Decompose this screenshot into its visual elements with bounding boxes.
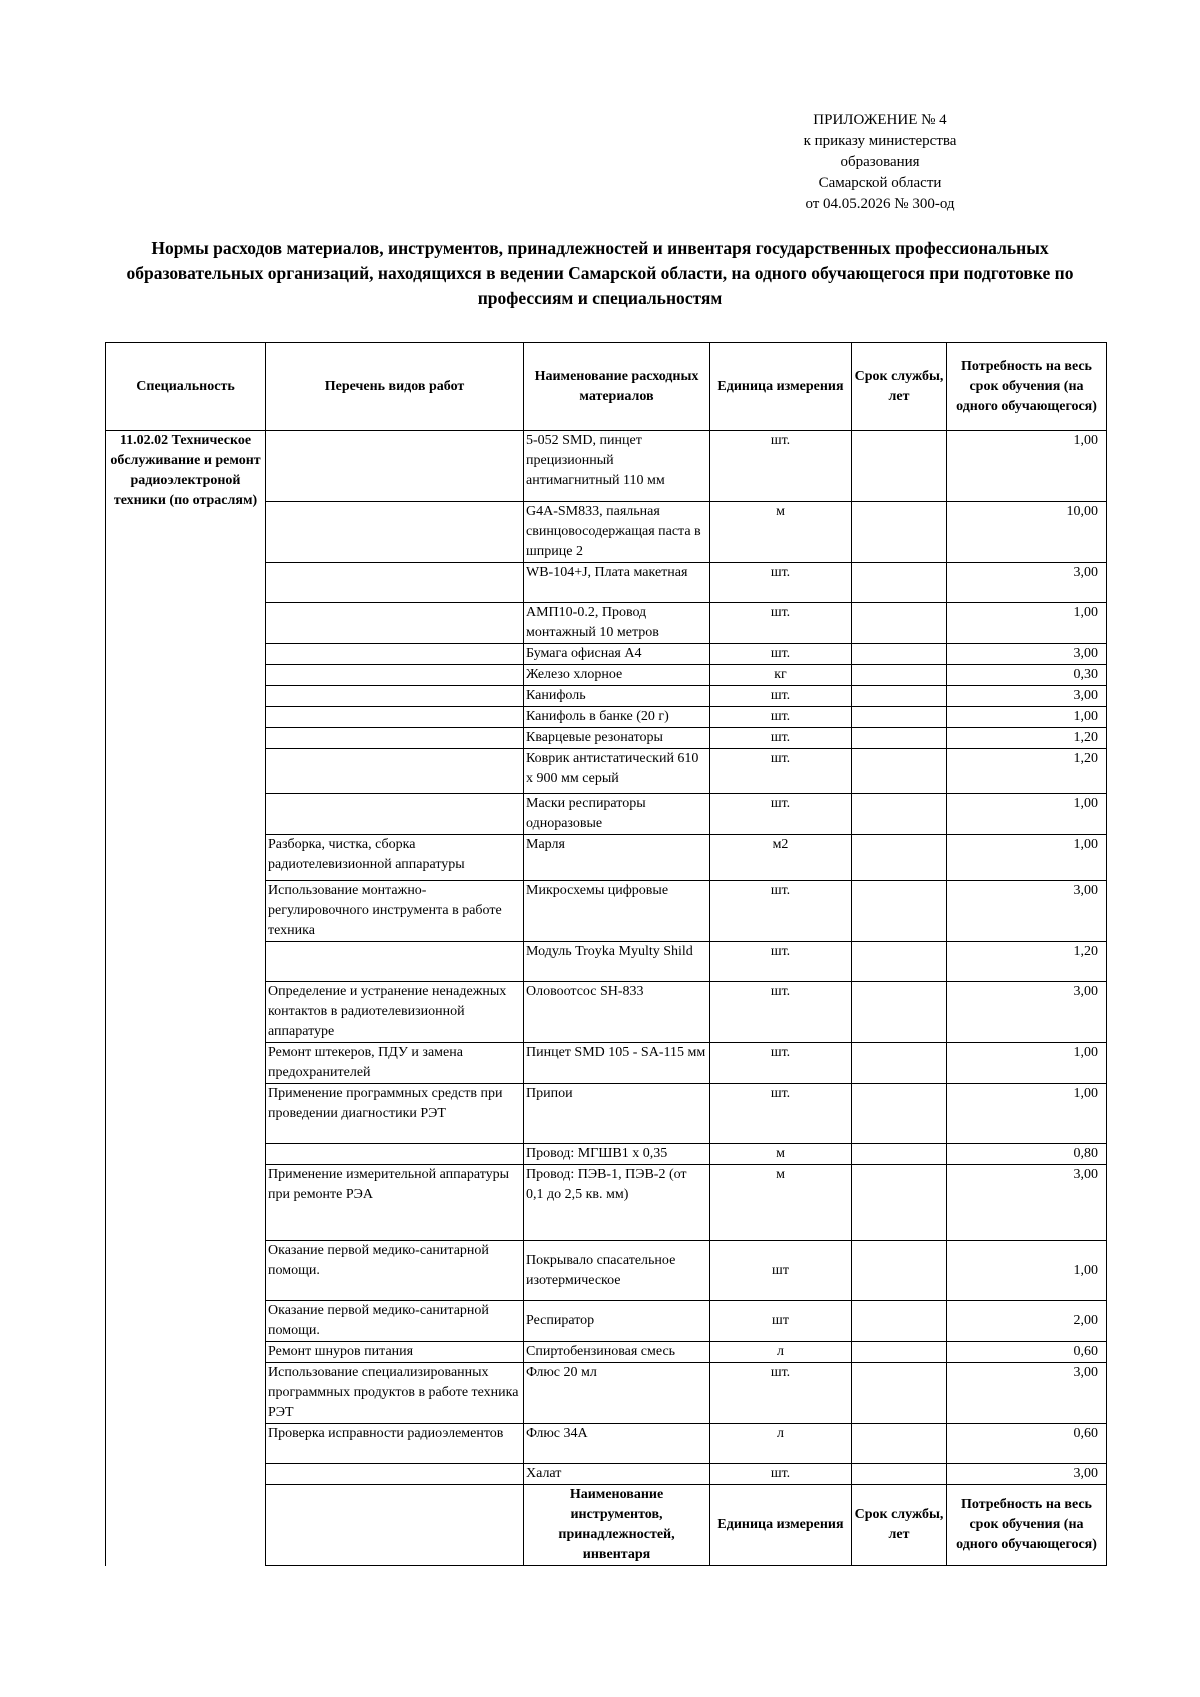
need-cell: 10,00 [947,502,1107,563]
work-cell: Оказание первой медико-санитарной помощи. [266,1301,524,1342]
life-cell [852,794,947,835]
material-cell: 5-052 SMD, пинцет прецизионный антимагнитный 110 мм [524,431,710,502]
unit-cell: м [710,1144,852,1165]
work-cell [266,665,524,686]
work-cell [266,431,524,502]
need-cell: 3,00 [947,563,1107,603]
work-cell [266,1485,524,1566]
unit-cell: шт. [710,707,852,728]
unit-cell: шт. [710,794,852,835]
life-cell [852,665,947,686]
material-cell: Провод: ПЭВ-1, ПЭВ-2 (от 0,1 до 2,5 кв. мм) [524,1165,710,1241]
need-cell: 1,00 [947,794,1107,835]
unit-cell: шт. [710,728,852,749]
table-row [106,431,1107,502]
material-cell: Провод: МГШВ1 х 0,35 [524,1144,710,1165]
material-cell: Флюс 34А [524,1424,710,1464]
life-cell [852,1464,947,1485]
life-cell [852,881,947,942]
need-cell: 3,00 [947,1165,1107,1241]
need-cell: 1,00 [947,835,1107,881]
unit-cell: шт. [710,644,852,665]
life-cell [852,1342,947,1363]
life-cell [852,1241,947,1301]
life-cell [852,644,947,665]
unit-cell: шт. [710,603,852,644]
unit-cell: м2 [710,835,852,881]
appendix-date: от 04.05.2026 № 300-од [805,196,955,212]
need-cell: 0,30 [947,665,1107,686]
need-cell: 1,20 [947,942,1107,982]
material-cell: Коврик антистатический 610 х 900 мм серый [524,749,710,794]
material-cell: Пинцет SMD 105 - SA-115 мм [524,1043,710,1084]
subheader-need: Потребность на весь срок обучения (на одного обучающегося) [947,1485,1107,1566]
unit-cell: шт. [710,431,852,502]
need-cell: 1,00 [947,1241,1107,1301]
need-cell: 1,00 [947,1084,1107,1144]
appendix-region: Самарской области [818,175,942,191]
need-cell: 3,00 [947,1363,1107,1424]
header-specialty: Специальность [106,343,266,431]
unit-cell: шт. [710,1043,852,1084]
material-cell: Железо хлорное [524,665,710,686]
need-cell: 2,00 [947,1301,1107,1342]
work-cell: Использование монтажно-регулировочного инструмента в работе техника [266,881,524,942]
life-cell [852,749,947,794]
need-cell: 3,00 [947,982,1107,1043]
life-cell [852,686,947,707]
subheader-tools: Наименование инструментов, принадлежностей, инвентаря [524,1485,710,1566]
life-cell [852,1165,947,1241]
life-cell [852,431,947,502]
life-cell [852,1301,947,1342]
tools-subheader-row [106,1485,1107,1566]
work-cell [266,728,524,749]
work-cell [266,749,524,794]
specialty-cell-continued [106,1485,266,1566]
need-cell: 3,00 [947,881,1107,942]
work-cell [266,942,524,982]
unit-cell: шт. [710,982,852,1043]
norms-table [105,342,1107,1566]
unit-cell: шт. [710,1363,852,1424]
unit-cell: шт. [710,942,852,982]
work-cell: Применение измерительной аппаратуры при ремонте РЭА [266,1165,524,1241]
need-cell: 3,00 [947,644,1107,665]
need-cell: 1,00 [947,707,1107,728]
appendix-ministry: образования [840,154,920,170]
unit-cell: шт. [710,563,852,603]
need-cell: 3,00 [947,686,1107,707]
material-cell: Марля [524,835,710,881]
life-cell [852,563,947,603]
work-cell: Определение и устранение ненадежных контактов в радиотелевизионной аппаратуре [266,982,524,1043]
unit-cell: л [710,1342,852,1363]
unit-cell: шт. [710,686,852,707]
appendix-order-ref: к приказу министерства [803,133,957,149]
work-cell [266,707,524,728]
material-cell: Модуль Troyka Myulty Shild [524,942,710,982]
work-cell: Разборка, чистка, сборка радиотелевизионной аппаратуры [266,835,524,881]
life-cell [852,707,947,728]
life-cell [852,728,947,749]
material-cell: Кварцевые резонаторы [524,728,710,749]
unit-cell: м [710,502,852,563]
life-cell [852,835,947,881]
material-cell: Микросхемы цифровые [524,881,710,942]
material-cell: АМП10-0.2, Провод монтажный 10 метров [524,603,710,644]
need-cell: 1,20 [947,728,1107,749]
unit-cell: шт. [710,881,852,942]
unit-cell: шт. [710,1464,852,1485]
material-cell: Бумага офисная А4 [524,644,710,665]
subheader-unit: Единица измерения [710,1485,852,1566]
material-cell: Канифоль в банке (20 г) [524,707,710,728]
life-cell [852,1363,947,1424]
life-cell [852,1043,947,1084]
need-cell: 0,60 [947,1342,1107,1363]
header-need: Потребность на весь срок обучения (на одного обучающегося) [947,343,1107,431]
material-cell: Маски респираторы одноразовые [524,794,710,835]
header-materials: Наименование расходных материалов [524,343,710,431]
need-cell: 0,80 [947,1144,1107,1165]
header-unit: Единица измерения [710,343,852,431]
life-cell [852,982,947,1043]
material-cell: Респиратор [524,1301,710,1342]
work-cell: Ремонт шнуров питания [266,1342,524,1363]
life-cell [852,603,947,644]
work-cell [266,794,524,835]
work-cell: Оказание первой медико-санитарной помощи. [266,1241,524,1301]
work-cell [266,603,524,644]
appendix-block [760,110,1000,215]
unit-cell: шт. [710,749,852,794]
work-cell: Использование специализированных программных продуктов в работе техника РЭТ [266,1363,524,1424]
life-cell [852,502,947,563]
need-cell: 1,20 [947,749,1107,794]
need-cell: 1,00 [947,1043,1107,1084]
need-cell: 0,60 [947,1424,1107,1464]
header-works: Перечень видов работ [266,343,524,431]
material-cell: Флюс 20 мл [524,1363,710,1424]
unit-cell: л [710,1424,852,1464]
material-cell: G4A-SM833, паяльная свинцовосодержащая паста в шприце 2 [524,502,710,563]
document-title: Нормы расходов материалов, инструментов, принадлежностей и инвентаря государственных профессиональных образовательных организаций, находящихся в ведении Самарской области, на одного обучающегося при подготовке по профессиям и специальностям [126,238,1074,308]
work-cell: Применение программных средств при проведении диагностики РЭТ [266,1084,524,1144]
header-service-life: Срок службы, лет [852,343,947,431]
work-cell: Ремонт штекеров, ПДУ и замена предохранителей [266,1043,524,1084]
need-cell: 1,00 [947,431,1107,502]
unit-cell: кг [710,665,852,686]
subheader-service-life: Срок службы, лет [852,1485,947,1566]
work-cell [266,1144,524,1165]
work-cell [266,563,524,603]
material-cell: Оловоотсос SH-833 [524,982,710,1043]
table-body [106,431,1107,1566]
material-cell: Спиртобензиновая смесь [524,1342,710,1363]
work-cell: Проверка исправности радиоэлементов [266,1424,524,1464]
appendix-number: ПРИЛОЖЕНИЕ № 4 [813,112,947,128]
specialty-cell: 11.02.02 Техническое обслуживание и ремонт радиоэлектроной техники (по отраслям) [106,431,266,1485]
life-cell [852,1424,947,1464]
material-cell: Халат [524,1464,710,1485]
work-cell [266,686,524,707]
unit-cell: шт [710,1301,852,1342]
material-cell: WB-104+J, Плата макетная [524,563,710,603]
unit-cell: шт. [710,1084,852,1144]
life-cell [852,942,947,982]
need-cell: 3,00 [947,1464,1107,1485]
unit-cell: шт [710,1241,852,1301]
work-cell [266,644,524,665]
material-cell: Канифоль [524,686,710,707]
need-cell: 1,00 [947,603,1107,644]
work-cell [266,502,524,563]
life-cell [852,1084,947,1144]
material-cell: Покрывало спасательное изотермическое [524,1241,710,1301]
work-cell [266,1464,524,1485]
material-cell: Припои [524,1084,710,1144]
life-cell [852,1144,947,1165]
unit-cell: м [710,1165,852,1241]
